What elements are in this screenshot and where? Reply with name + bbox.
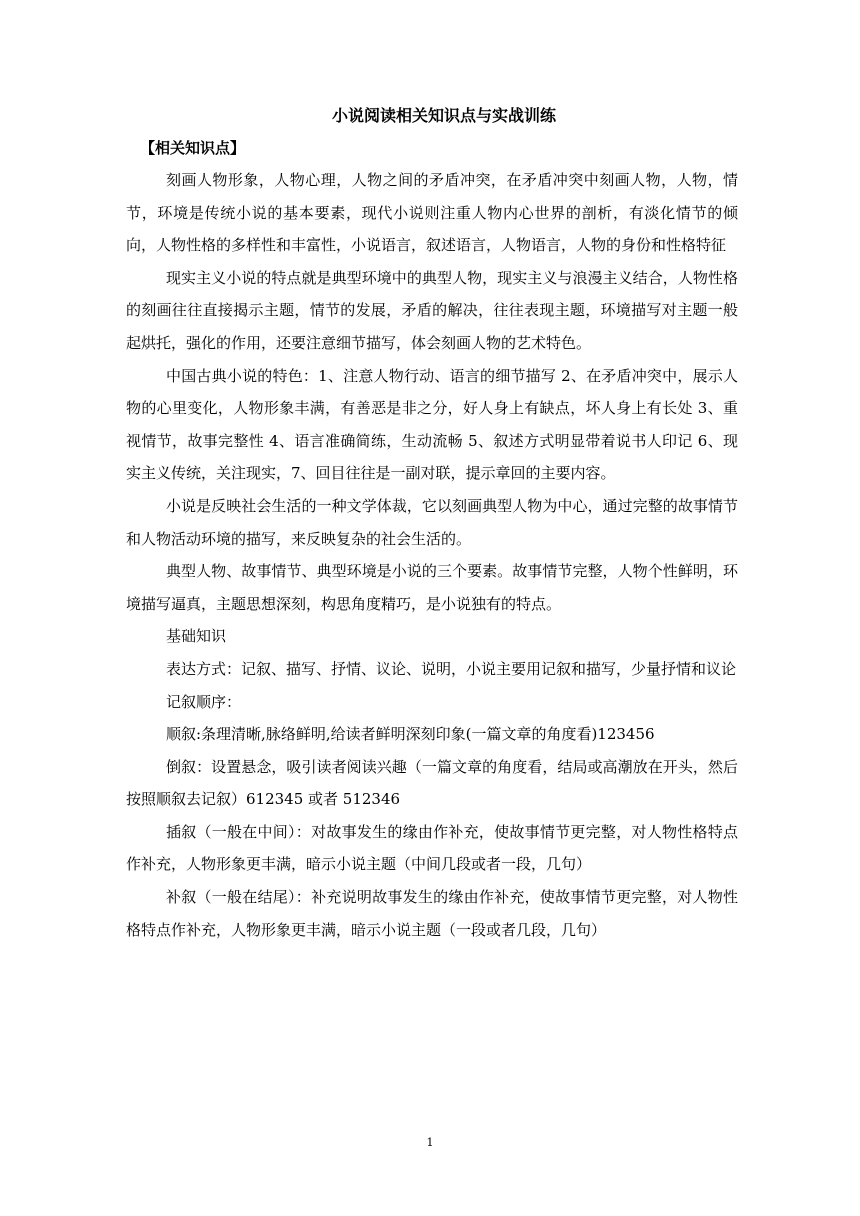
paragraph-elements: 刻画人物形象，人物心理，人物之间的矛盾冲突，在矛盾冲突中刻画人物，人物，情节，环境是传统小说的基本要素，现代小说则注重人物内心世界的剖析，有淡化情节的倾向，人物性格的多样性和丰富性，小说语言，叙述语言，人物语言，人物的身份和性格特征 — [126, 171, 738, 255]
section-heading: 【相关知识点】 — [140, 139, 246, 157]
paragraph-flashback: 倒叙：设置悬念，吸引读者阅读兴趣（一篇文章的角度看，结局或高潮放在开头，然后按照顺叙去记叙）612345 或者 512346 — [126, 757, 738, 809]
page-title: 小说阅读相关知识点与实战训练 — [331, 106, 556, 125]
paragraph-supplementary: 补叙（一般在结尾）：补充说明故事发生的缘由作补充，使故事情节更完整，对人物性格特点作补充，人物形象更丰满，暗示小说主题（一段或者几段，几句） — [126, 888, 738, 939]
paragraph-interpolation: 插叙（一般在中间）：对故事发生的缘由作补充，使故事情节更完整，对人物性格特点作补充，人物形象更丰满，暗示小说主题（中间几段或者一段，几句） — [126, 822, 738, 874]
paragraph-classical-features: 中国古典小说的特色：1、注意人物行动、语言的细节描写 2、在矛盾冲突中，展示人物的心里变化，人物形象丰满，有善恶是非之分，好人身上有缺点，坏人身上有长处 3、重视情节，故事完整性 4、语言准确简练，生动流畅 5、叙述方式明显带着说书人印记 6、现实主义传统，关注现实，7、回目往往是一副对联，提示章回的主要内容。 — [126, 366, 738, 483]
paragraph-basic-knowledge: 基础知识 — [166, 627, 227, 646]
paragraph-definition: 小说是反映社会生活的一种文学体裁，它以刻画典型人物为中心，通过完整的故事情节和人物活动环境的描写，来反映复杂的社会生活的。 — [126, 496, 738, 548]
paragraph-realism: 现实主义小说的特点就是典型环境中的典型人物，现实主义与浪漫主义结合，人物性格的刻画往往直接揭示主题，情节的发展，矛盾的解决，往往表现主题，环境描写对主题一般起烘托，强化的作用，还要注意细节描写，体会刻画人物的艺术特色。 — [126, 268, 738, 352]
page-number: 1 — [426, 1136, 434, 1149]
paragraph-expression-modes: 表达方式：记叙、描写、抒情、议论、说明，小说主要用记叙和描写，少量抒情和议论 — [166, 659, 737, 678]
paragraph-narrative-order: 记叙顺序： — [166, 692, 242, 711]
paragraph-three-elements: 典型人物、故事情节、典型环境是小说的三个要素。故事情节完整，人物个性鲜明，环境描写逼真，主题思想深刻，构思角度精巧，是小说独有的特点。 — [126, 562, 738, 613]
page-content — [126, 100, 738, 946]
paragraph-chronological: 顺叙:条理清晰,脉络鲜明,给读者鲜明深刻印象(一篇文章的角度看)123456 — [166, 725, 655, 744]
